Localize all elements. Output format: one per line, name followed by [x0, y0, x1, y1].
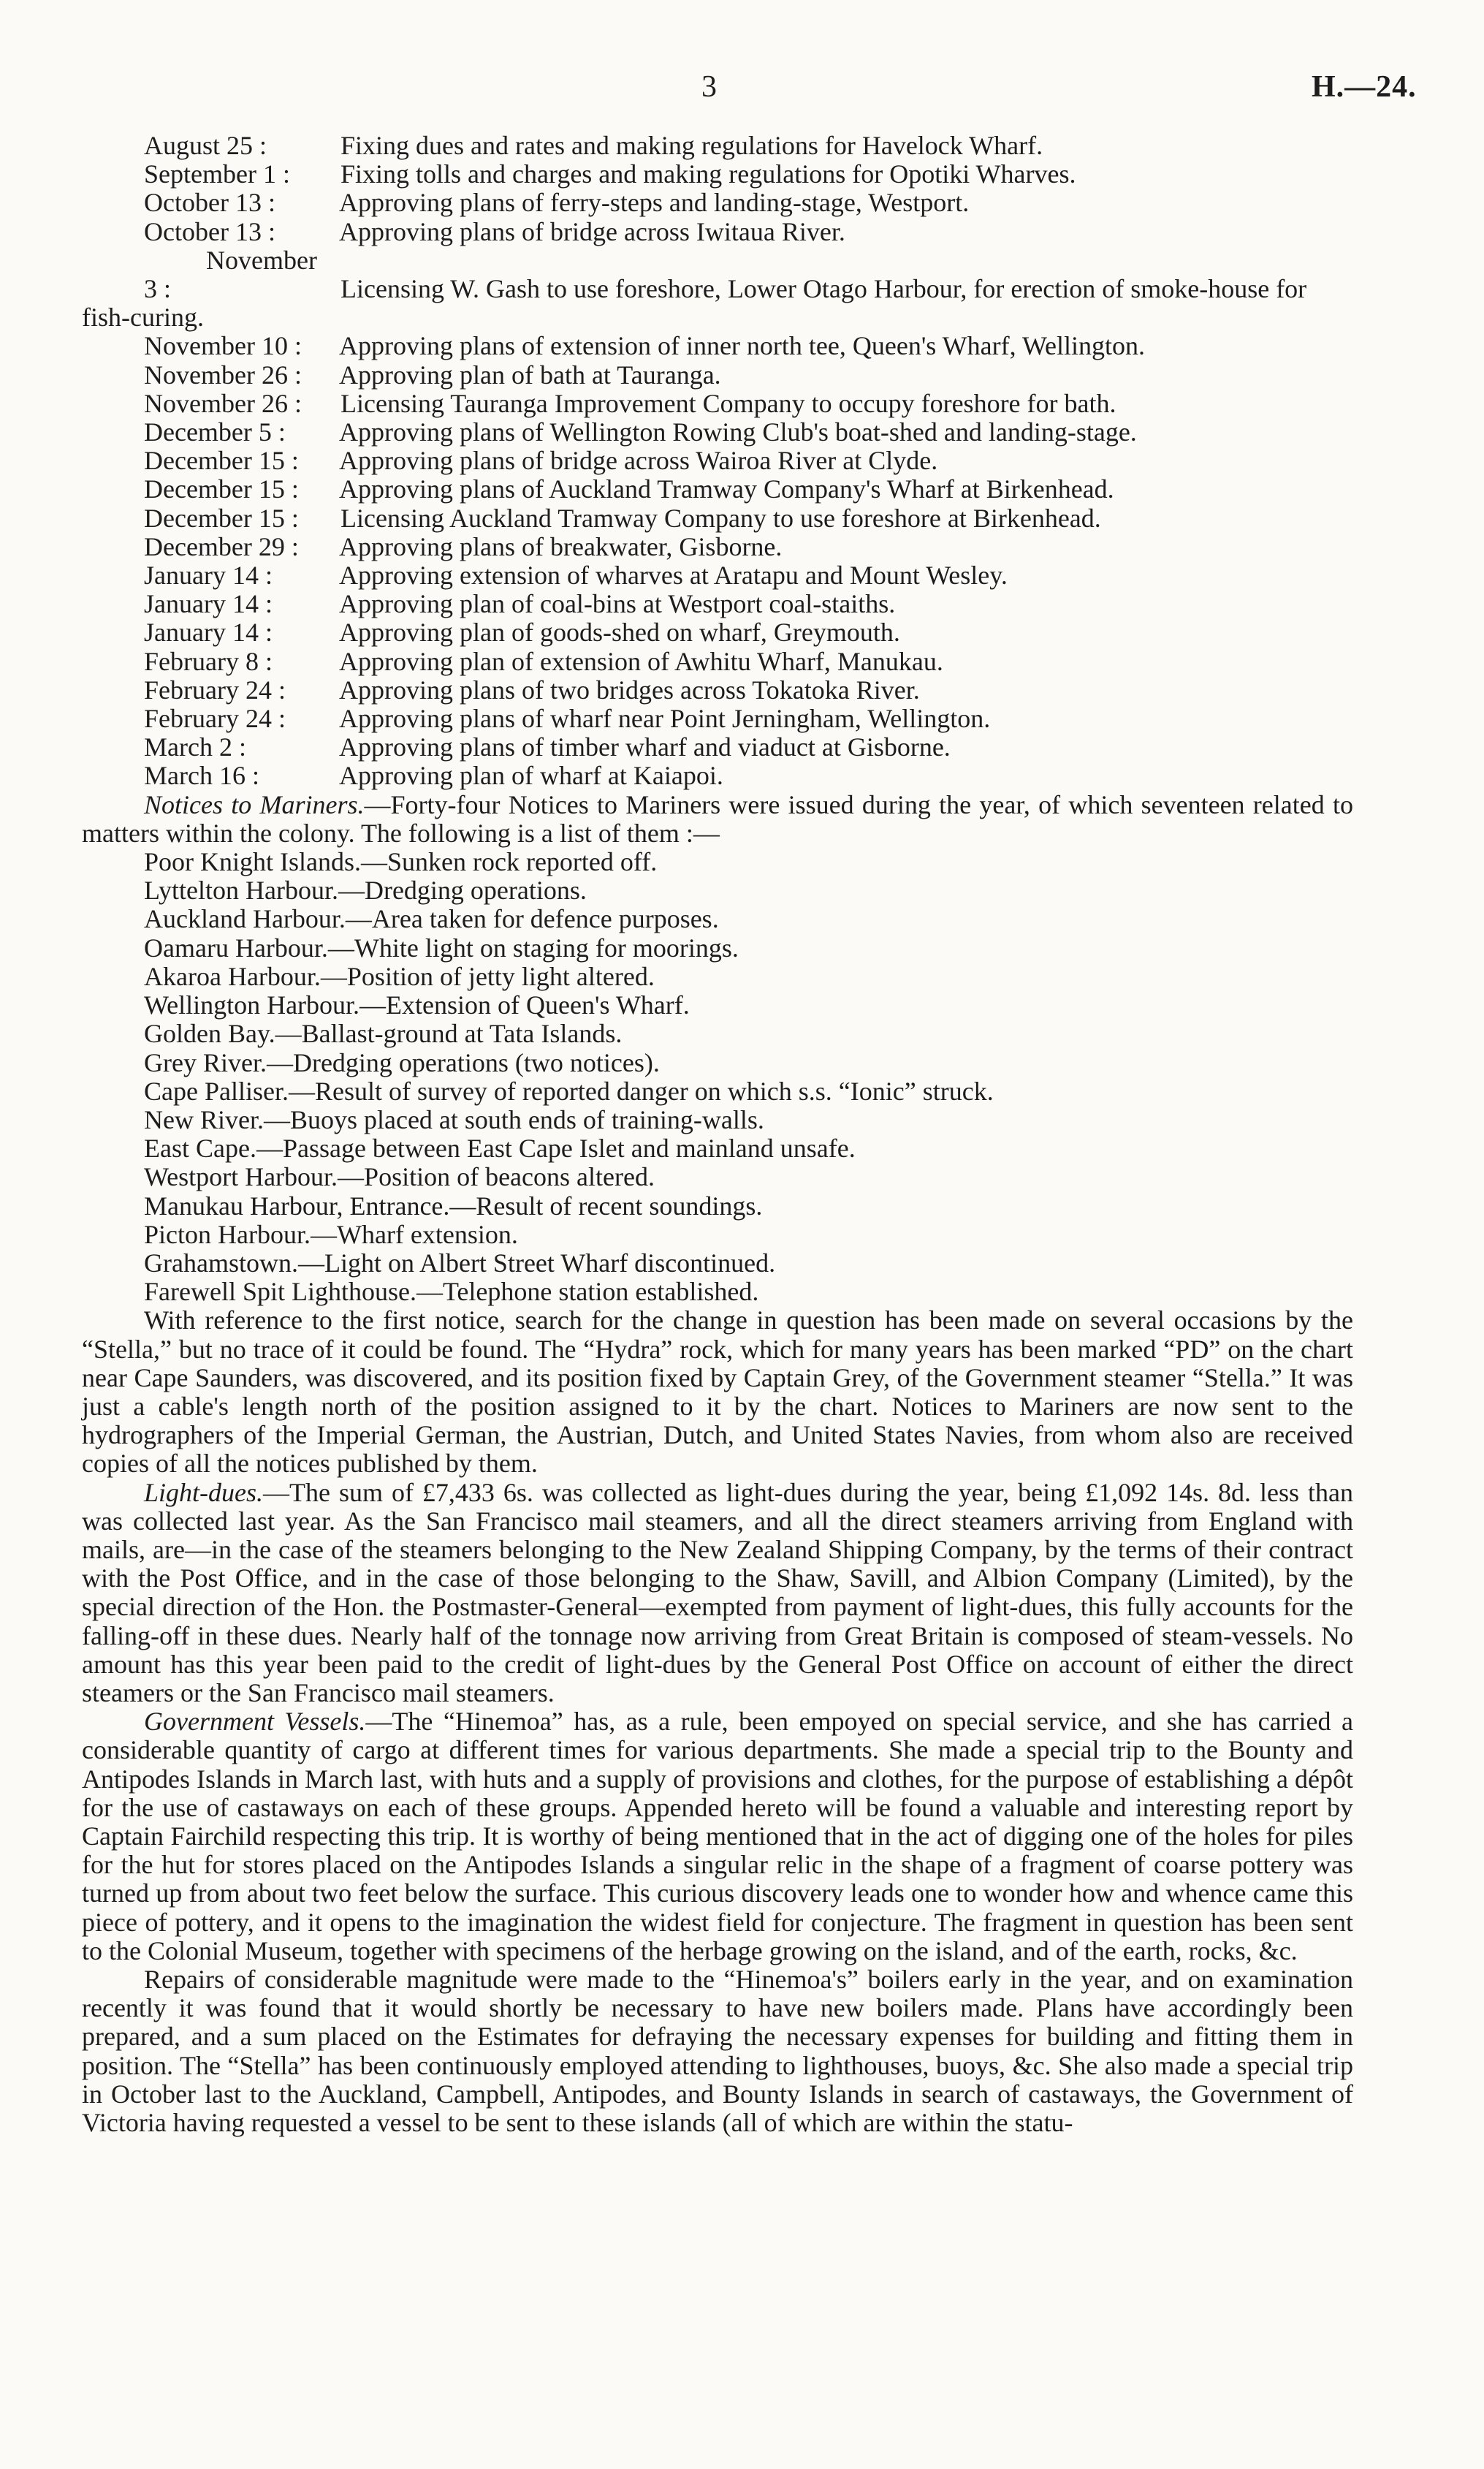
notice-item: Cape Palliser.—Result of survey of reported danger on which s.s. “Ionic” struck. — [144, 1076, 994, 1106]
government-vessels-text: —The “Hinemoa” has, as a rule, been empoyed on special service, and she has carried a considerable quantity of cargo at different times for various departments. She made a special trip to the Bounty and Antipodes Islands in March last, with huts and a supply of provisions and clothes, for the purpose of establishing a dépôt for the use of castaways on each of these groups. Appended hereto will be found a valuable and interesting report by Captain Fairchild respecting this trip. It is worthy of being mentioned that in the act of digging one of the holes for piles for the hut for stores placed on the Antipodes Islands a singular relic in the shape of a fragment of coarse pottery was turned up from about two feet below the surface. This curious discovery leads one to wonder how and whence came this piece of pottery, and it opens to the imagination the widest field for conjecture. The fragment in question has been sent to the Colonial Museum, together with specimens of the herbage growing on the island, and of the earth, rocks, &c. — [82, 1707, 1353, 1965]
notice-item: Poor Knight Islands.—Sunken rock reported off. — [144, 847, 658, 877]
notice-item: East Cape.—Passage between East Cape Islet and mainland unsafe. — [144, 1134, 856, 1164]
notices-heading: Notices to Mariners. — [144, 789, 365, 819]
light-dues-text: —The sum of £7,433 6s. was collected as light-dues during the year, being £1,092 14s. 8d. less than was collected last year. As the San Francisco mail steamers, and all the direct steamers arriving from England with mails, are—in the case of the steamers belonging to the New Zealand Shipping Company, by the terms of their contract with the Post Office, and in the case of those belonging to the Shaw, Savill, and Albion Company (Limited), by the special direction of the Hon. the Postmaster-General—exempted from payment of light-dues, this fully accounts for the falling-off in these dues. Nearly half of the tonnage now arriving from Great Britain is composed of steam-vessels. No amount has this year been paid to the credit of light-dues by the General Post Office on account of either the direct steamers or the San Francisco mail steamers. — [82, 1477, 1353, 1707]
gazette-entry — [144, 590, 1353, 618]
notices-to-mariners-intro — [82, 791, 1353, 848]
gazette-entry-date: November 26 : — [144, 360, 302, 390]
notice-item: Picton Harbour.—Wharf extension. — [144, 1219, 518, 1249]
gazette-entry-text: Approving plan of wharf at Kaiapoi. — [339, 761, 723, 791]
gazette-entry-date: February 24 : — [144, 675, 286, 705]
gazette-entry — [144, 361, 1353, 390]
gazette-entry-date: December 29 : — [144, 531, 299, 561]
gazette-entry-date: January 14 : — [144, 618, 273, 648]
gazette-entry — [144, 390, 1353, 418]
gazette-entry-text: Approving extension of wharves at Aratapu and Mount Wesley. — [339, 561, 1008, 591]
gazette-entry-date: November 3 : — [144, 245, 317, 304]
gazette-entry-text: Approving plans of wharf near Point Jerningham, Wellington. — [339, 704, 991, 734]
notice-item: Wellington Harbour.—Extension of Queen's Wharf. — [144, 990, 690, 1020]
notice-item: Grey River.—Dredging operations (two notices). — [144, 1047, 660, 1077]
gazette-entry-text: Approving plans of Auckland Tramway Company's Wharf at Birkenhead. — [339, 474, 1114, 504]
gazette-entry — [144, 132, 1353, 160]
gazette-entry — [144, 533, 1353, 561]
gazette-entry-text: Licensing W. Gash to use foreshore, Lower Otago Harbour, for erection of smoke-house for fish-curing. — [82, 274, 1307, 333]
gazette-entry-text: Approving plans of bridge across Iwitaua River. — [339, 216, 845, 246]
gazette-entry — [144, 618, 1353, 647]
gazette-entry-date: August 25 : — [144, 131, 267, 160]
notice-item: Farewell Spit Lighthouse.—Telephone station established. — [144, 1277, 759, 1307]
gazette-entry-date: December 5 : — [144, 417, 286, 447]
gazette-entry — [144, 160, 1353, 189]
notice-item: Oamaru Harbour.—White light on staging for moorings. — [144, 933, 739, 963]
gazette-entry-text: Approving plans of breakwater, Gisborne. — [339, 531, 783, 561]
gazette-entry-date: September 1 : — [144, 159, 290, 189]
gazette-entry-date: December 15 : — [144, 503, 299, 533]
notice-item: Golden Bay.—Ballast-ground at Tata Islands. — [144, 1019, 623, 1049]
notice-item: New River.—Buoys placed at south ends of training-walls. — [144, 1104, 764, 1134]
gazette-entry-date: February 8 : — [144, 646, 273, 676]
gazette-entry-date: December 15 : — [144, 446, 299, 476]
gazette-entry-date: January 14 : — [144, 589, 273, 619]
notice-item: Westport Harbour.—Position of beacons altered. — [144, 1162, 655, 1192]
gazette-entry-text: Approving plans of bridge across Wairoa River at Clyde. — [339, 446, 938, 476]
gazette-entry — [144, 475, 1353, 504]
gazette-entry-text: Approving plan of extension of Awhitu Wharf, Manukau. — [339, 646, 943, 676]
repairs-paragraph: Repairs of considerable magnitude were made to the “Hinemoa's” boilers early in the year, and on examination recently it was found that it would shortly be necessary to have new boilers made. Plans have accordingly been prepared, and a sum placed on the Estimates for defraying the necessary expenses for building and fitting them in position. The “Stella” has been continuously employed attending to lighthouses, buoys, &c. She also made a special trip in October last to the Auckland, Campbell, Antipodes, and Bounty Islands in search of castaways, the Government of Victoria having requested a vessel to be sent to these islands (all of which are within the statu- — [82, 1965, 1353, 2138]
gazette-entry — [144, 418, 1353, 447]
body-text — [82, 132, 1353, 2137]
gazette-entry — [82, 246, 1353, 333]
gazette-entry — [144, 189, 1353, 217]
gazette-entry-date: November 26 : — [144, 388, 302, 418]
gazette-entry-date: October 13 : — [144, 188, 275, 218]
gazette-entry-text: Approving plans of ferry-steps and landing-stage, Westport. — [339, 188, 970, 218]
light-dues-paragraph — [82, 1479, 1353, 1708]
gazette-entry — [144, 504, 1353, 533]
gazette-entry-text: Licensing Auckland Tramway Company to use foreshore at Birkenhead. — [340, 503, 1101, 533]
document-code: H.—24. — [1312, 70, 1417, 104]
notice-list — [144, 848, 1353, 1306]
gazette-entry-text: Approving plan of bath at Tauranga. — [339, 360, 721, 390]
notice-item: Grahamstown.—Light on Albert Street Wharf discontinued. — [144, 1248, 776, 1278]
gazette-entry-text: Approving plans of two bridges across Tokatoka River. — [339, 675, 920, 705]
light-dues-heading: Light-dues. — [144, 1477, 264, 1507]
gazette-entry-date: October 13 : — [144, 216, 275, 246]
first-notice-paragraph: With reference to the first notice, search for the change in question has been made on several occasions by the “Stella,” but no trace of it could be found. The “Hydra” rock, which for many years has been marked “PD” on the chart near Cape Saunders, was discovered, and its position fixed by Captain Grey, of the Government steamer “Stella.” It was just a cable's length north of the position assigned to it by the chart. Notices to Mariners are now sent to the hydrographers of the Imperial German, the Austrian, Dutch, and United States Navies, from whom also are received copies of all the notices published by them. — [82, 1305, 1353, 1479]
gazette-entry-text: Approving plan of goods-shed on wharf, Greymouth. — [339, 618, 900, 648]
gazette-entry — [144, 218, 1353, 246]
gazette-entry — [144, 676, 1353, 705]
government-vessels-heading: Government Vessels. — [144, 1707, 366, 1737]
gazette-entry-text: Approving plans of Wellington Rowing Club's boat-shed and landing-stage. — [339, 417, 1137, 447]
gazette-entry — [144, 733, 1353, 762]
gazette-entry — [144, 648, 1353, 676]
gazette-entry-date: March 16 : — [144, 761, 259, 791]
notice-item: Auckland Harbour.—Area taken for defence purposes. — [144, 904, 719, 934]
gazette-entry — [144, 332, 1353, 360]
gazette-entry-text: Approving plans of extension of inner north tee, Queen's Wharf, Wellington. — [339, 331, 1146, 361]
gazette-entry-date: December 15 : — [144, 474, 299, 504]
gazette-entry-date: February 24 : — [144, 704, 286, 734]
gazette-entry-text: Approving plan of coal-bins at Westport coal-staiths. — [339, 589, 896, 619]
gazette-entry — [144, 561, 1353, 590]
gazette-entry-text: Licensing Tauranga Improvement Company to occupy foreshore for bath. — [340, 388, 1116, 418]
page-number: 3 — [701, 70, 717, 104]
notice-item: Lyttelton Harbour.—Dredging operations. — [144, 876, 587, 906]
notices-intro-text: —Forty-four Notices to Mariners were issued during the year, of which seventeen related to matters within the colony. The following is a list of them :— — [82, 789, 1353, 848]
gazette-entry — [144, 705, 1353, 733]
gazette-entry — [144, 447, 1353, 475]
gazette-entry-text: Approving plans of timber wharf and viaduct at Gisborne. — [339, 732, 951, 762]
notice-item: Akaroa Harbour.—Position of jetty light altered. — [144, 961, 655, 991]
gazette-entry — [144, 762, 1353, 790]
gazette-entry-list — [82, 131, 1353, 791]
gazette-entry-date: March 2 : — [144, 732, 246, 762]
gazette-entry-date: January 14 : — [144, 561, 273, 591]
gazette-entry-text: Fixing dues and rates and making regulations for Havelock Wharf. — [340, 131, 1043, 160]
government-vessels-paragraph — [82, 1707, 1353, 1965]
notice-item: Manukau Harbour, Entrance.—Result of recent soundings. — [144, 1191, 763, 1221]
gazette-entry-text: Fixing tolls and charges and making regulations for Opotiki Wharves. — [340, 159, 1076, 189]
gazette-entry-date: November 10 : — [144, 331, 302, 361]
